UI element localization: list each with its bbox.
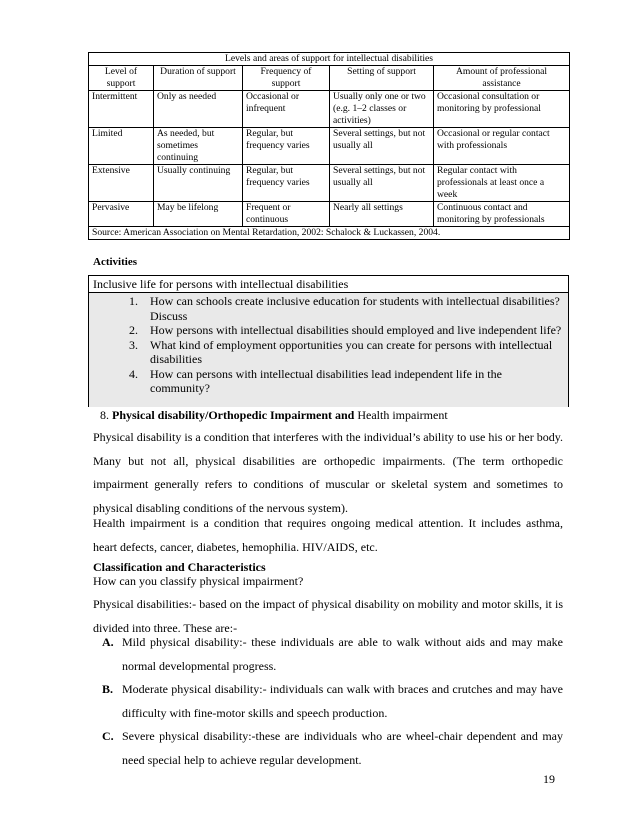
list-text: How persons with intellectual disabilities should employed and live independent life? bbox=[150, 323, 562, 337]
table-cell: As needed, but sometimes continuing bbox=[154, 128, 243, 165]
list-number: 3. bbox=[129, 337, 138, 352]
table-cell: Regular, but frequency varies bbox=[243, 128, 330, 165]
classification-question: How can you classify physical impairment? bbox=[93, 574, 304, 588]
table-caption: Levels and areas of support for intellectual disabilities bbox=[89, 53, 570, 66]
list-marker: C. bbox=[102, 729, 114, 743]
section-8-heading bbox=[100, 407, 448, 423]
list-text: How can schools create inclusive education for students with intellectual disabilities? Discuss bbox=[150, 294, 560, 323]
physical-disability-paragraph: Physical disability is a condition that interferes with the individual’s ability to use his or her body. Many but not all, physical disabilities are orthopedic impairments. (The term orthopedic impairment generally refers to conditions of muscular or skeletal system and sometimes to physical disabling conditions of the nervous system). bbox=[93, 430, 563, 515]
classification-intro-paragraph: Physical disabilities:- based on the impact of physical disability on mobility and motor skills, it is divided into three. These are:- bbox=[93, 597, 563, 635]
table-source: Source: American Association on Mental Retardation, 2002: Schalock & Luckassen, 2004. bbox=[89, 227, 570, 240]
activities-box-title: Inclusive life for persons with intellectual disabilities bbox=[89, 276, 568, 293]
list-item bbox=[89, 294, 568, 323]
table-cell: Only as needed bbox=[154, 91, 243, 128]
table-row bbox=[89, 165, 570, 202]
page-number: 19 bbox=[543, 772, 555, 786]
table-header-cell: Duration of support bbox=[154, 66, 243, 91]
table-row bbox=[89, 91, 570, 128]
list-marker: A. bbox=[102, 635, 114, 649]
table-cell: Several settings, but not usually all bbox=[330, 165, 434, 202]
table-cell: Occasional or infrequent bbox=[243, 91, 330, 128]
table-header-cell: Amount of professional assistance bbox=[434, 66, 570, 91]
table-cell: May be lifelong bbox=[154, 202, 243, 227]
activities-heading: Activities bbox=[93, 256, 137, 268]
list-item bbox=[89, 338, 568, 367]
table-cell: Usually only one or two (e.g. 1–2 classes or activities) bbox=[330, 91, 434, 128]
section-title-bold: Physical disability/Orthopedic Impairment and bbox=[112, 408, 355, 422]
list-item bbox=[89, 323, 568, 338]
activities-list bbox=[89, 293, 568, 396]
list-number: 2. bbox=[129, 323, 138, 337]
classification-heading: Classification and Characteristics bbox=[93, 560, 266, 574]
table-header-cell: Frequency of support bbox=[243, 66, 330, 91]
table-cell: Usually continuing bbox=[154, 165, 243, 202]
list-marker: B. bbox=[102, 682, 114, 696]
activities-box bbox=[88, 275, 569, 407]
list-item bbox=[93, 631, 563, 678]
table-cell: Intermittent bbox=[89, 91, 154, 128]
table-cell: Pervasive bbox=[89, 202, 154, 227]
table-cell: Occasional or regular contact with professionals bbox=[434, 128, 570, 165]
list-text: How can persons with intellectual disabilities lead independent life in the community? bbox=[150, 366, 502, 395]
health-impairment-paragraph: Health impairment is a condition that requires ongoing medical attention. It includes asthma, heart defects, cancer, diabetes, hemophilia. HIV/AIDS, etc. bbox=[93, 516, 563, 554]
list-text: Severe physical disability:-these are individuals who are wheel-chair dependent and may need special help to achieve regular development. bbox=[122, 729, 563, 767]
list-number: 1. bbox=[129, 294, 138, 308]
list-number: 4. bbox=[129, 366, 138, 381]
list-text: Moderate physical disability:- individuals can walk with braces and crutches and may have difficulty with fine-motor skills and speech production. bbox=[122, 682, 563, 720]
classification-list bbox=[93, 631, 563, 772]
table-cell: Nearly all settings bbox=[330, 202, 434, 227]
activities-list-area bbox=[89, 293, 568, 407]
table-cell: Extensive bbox=[89, 165, 154, 202]
support-levels-table bbox=[88, 52, 570, 240]
table-cell: Limited bbox=[89, 128, 154, 165]
section-title-rest: Health impairment bbox=[354, 408, 448, 422]
table-row bbox=[89, 128, 570, 165]
table-header-cell: Level of support bbox=[89, 66, 154, 91]
table-cell: Several settings, but not usually all bbox=[330, 128, 434, 165]
list-item bbox=[93, 725, 563, 772]
table-cell: Occasional consultation or monitoring by professional bbox=[434, 91, 570, 128]
table-header-cell: Setting of support bbox=[330, 66, 434, 91]
list-item bbox=[89, 367, 568, 396]
list-text: What kind of employment opportunities you can create for persons with intellectual disabilities bbox=[150, 337, 553, 366]
table-cell: Regular, but frequency varies bbox=[243, 165, 330, 202]
table-cell: Regular contact with professionals at least once a week bbox=[434, 165, 570, 202]
section-number: 8. bbox=[100, 408, 109, 422]
list-item bbox=[93, 678, 563, 725]
table-cell: Frequent or continuous bbox=[243, 202, 330, 227]
table-cell: Continuous contact and monitoring by professionals bbox=[434, 202, 570, 227]
table-row bbox=[89, 202, 570, 227]
list-text: Mild physical disability:- these individuals are able to walk without aids and may make normal developmental progress. bbox=[122, 635, 563, 673]
